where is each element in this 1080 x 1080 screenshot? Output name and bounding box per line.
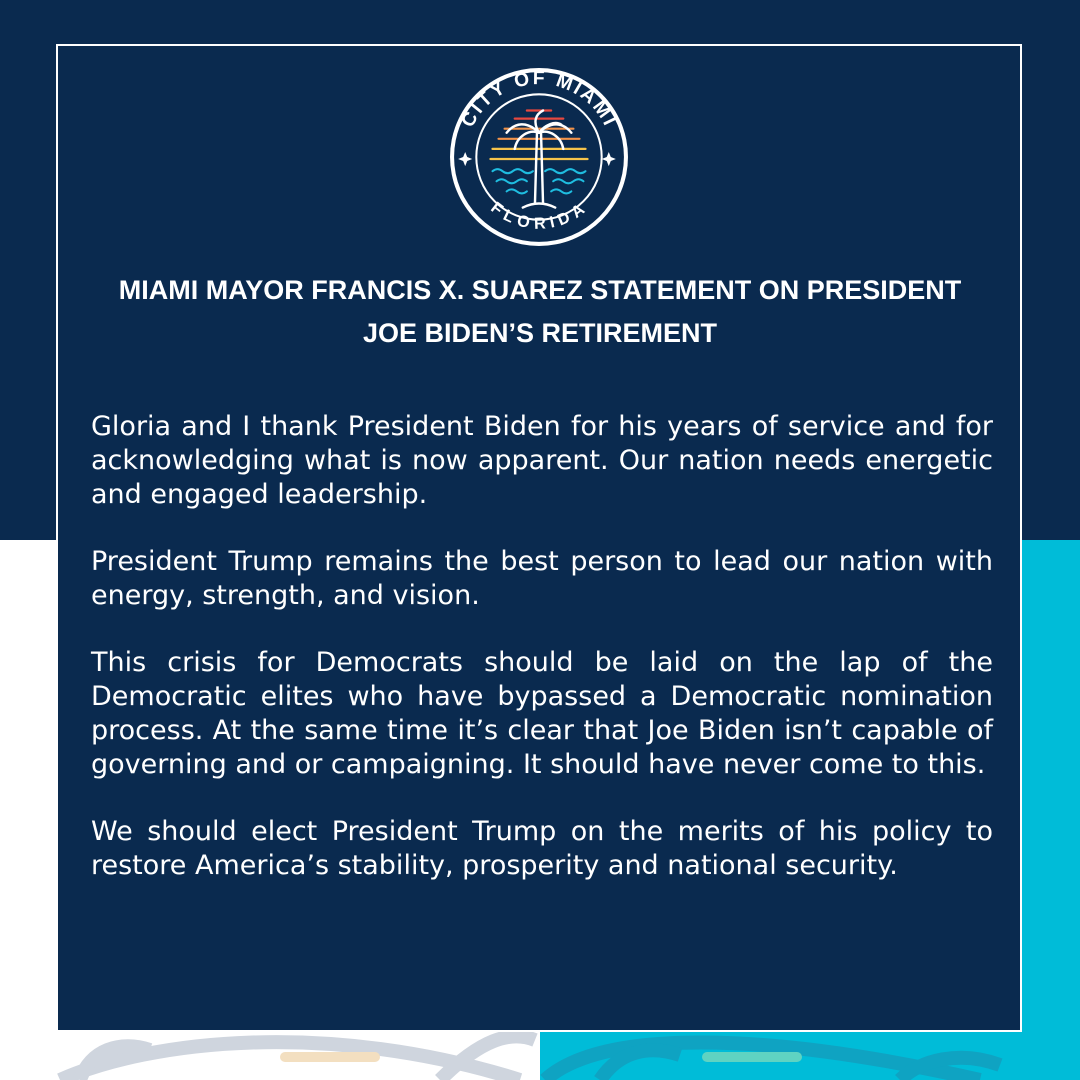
statement-body — [91, 410, 993, 883]
seal-top-text: CITY OF MIAMI — [457, 68, 621, 131]
statement-headline: MIAMI MAYOR FRANCIS X. SUAREZ STATEMENT ON PRESIDENT JOE BIDEN’S RETIREMENT — [118, 275, 962, 348]
city-of-miami-seal-logo — [448, 66, 630, 248]
statement-paragraph: We should elect President Trump on the merits of his policy to restore America’s stability, prosperity and national security. — [91, 816, 993, 881]
statement-paragraph: Gloria and I thank President Biden for his years of service and for acknowledging what is now apparent. Our nation needs energetic and engaged leadership. — [91, 411, 993, 510]
seal-bottom-text: FLORIDA — [487, 198, 591, 234]
statement-paragraph: President Trump remains the best person to lead our nation with energy, strength, and vision. — [91, 546, 993, 611]
statement-card — [56, 44, 1022, 1032]
statement-paragraph: This crisis for Democrats should be laid on the lap of the Democratic elites who have bypassed a Democratic nomination process. At the same time it’s clear that Joe Biden isn’t capable of governing and or campaigning. It should have never come to this. — [91, 647, 993, 780]
